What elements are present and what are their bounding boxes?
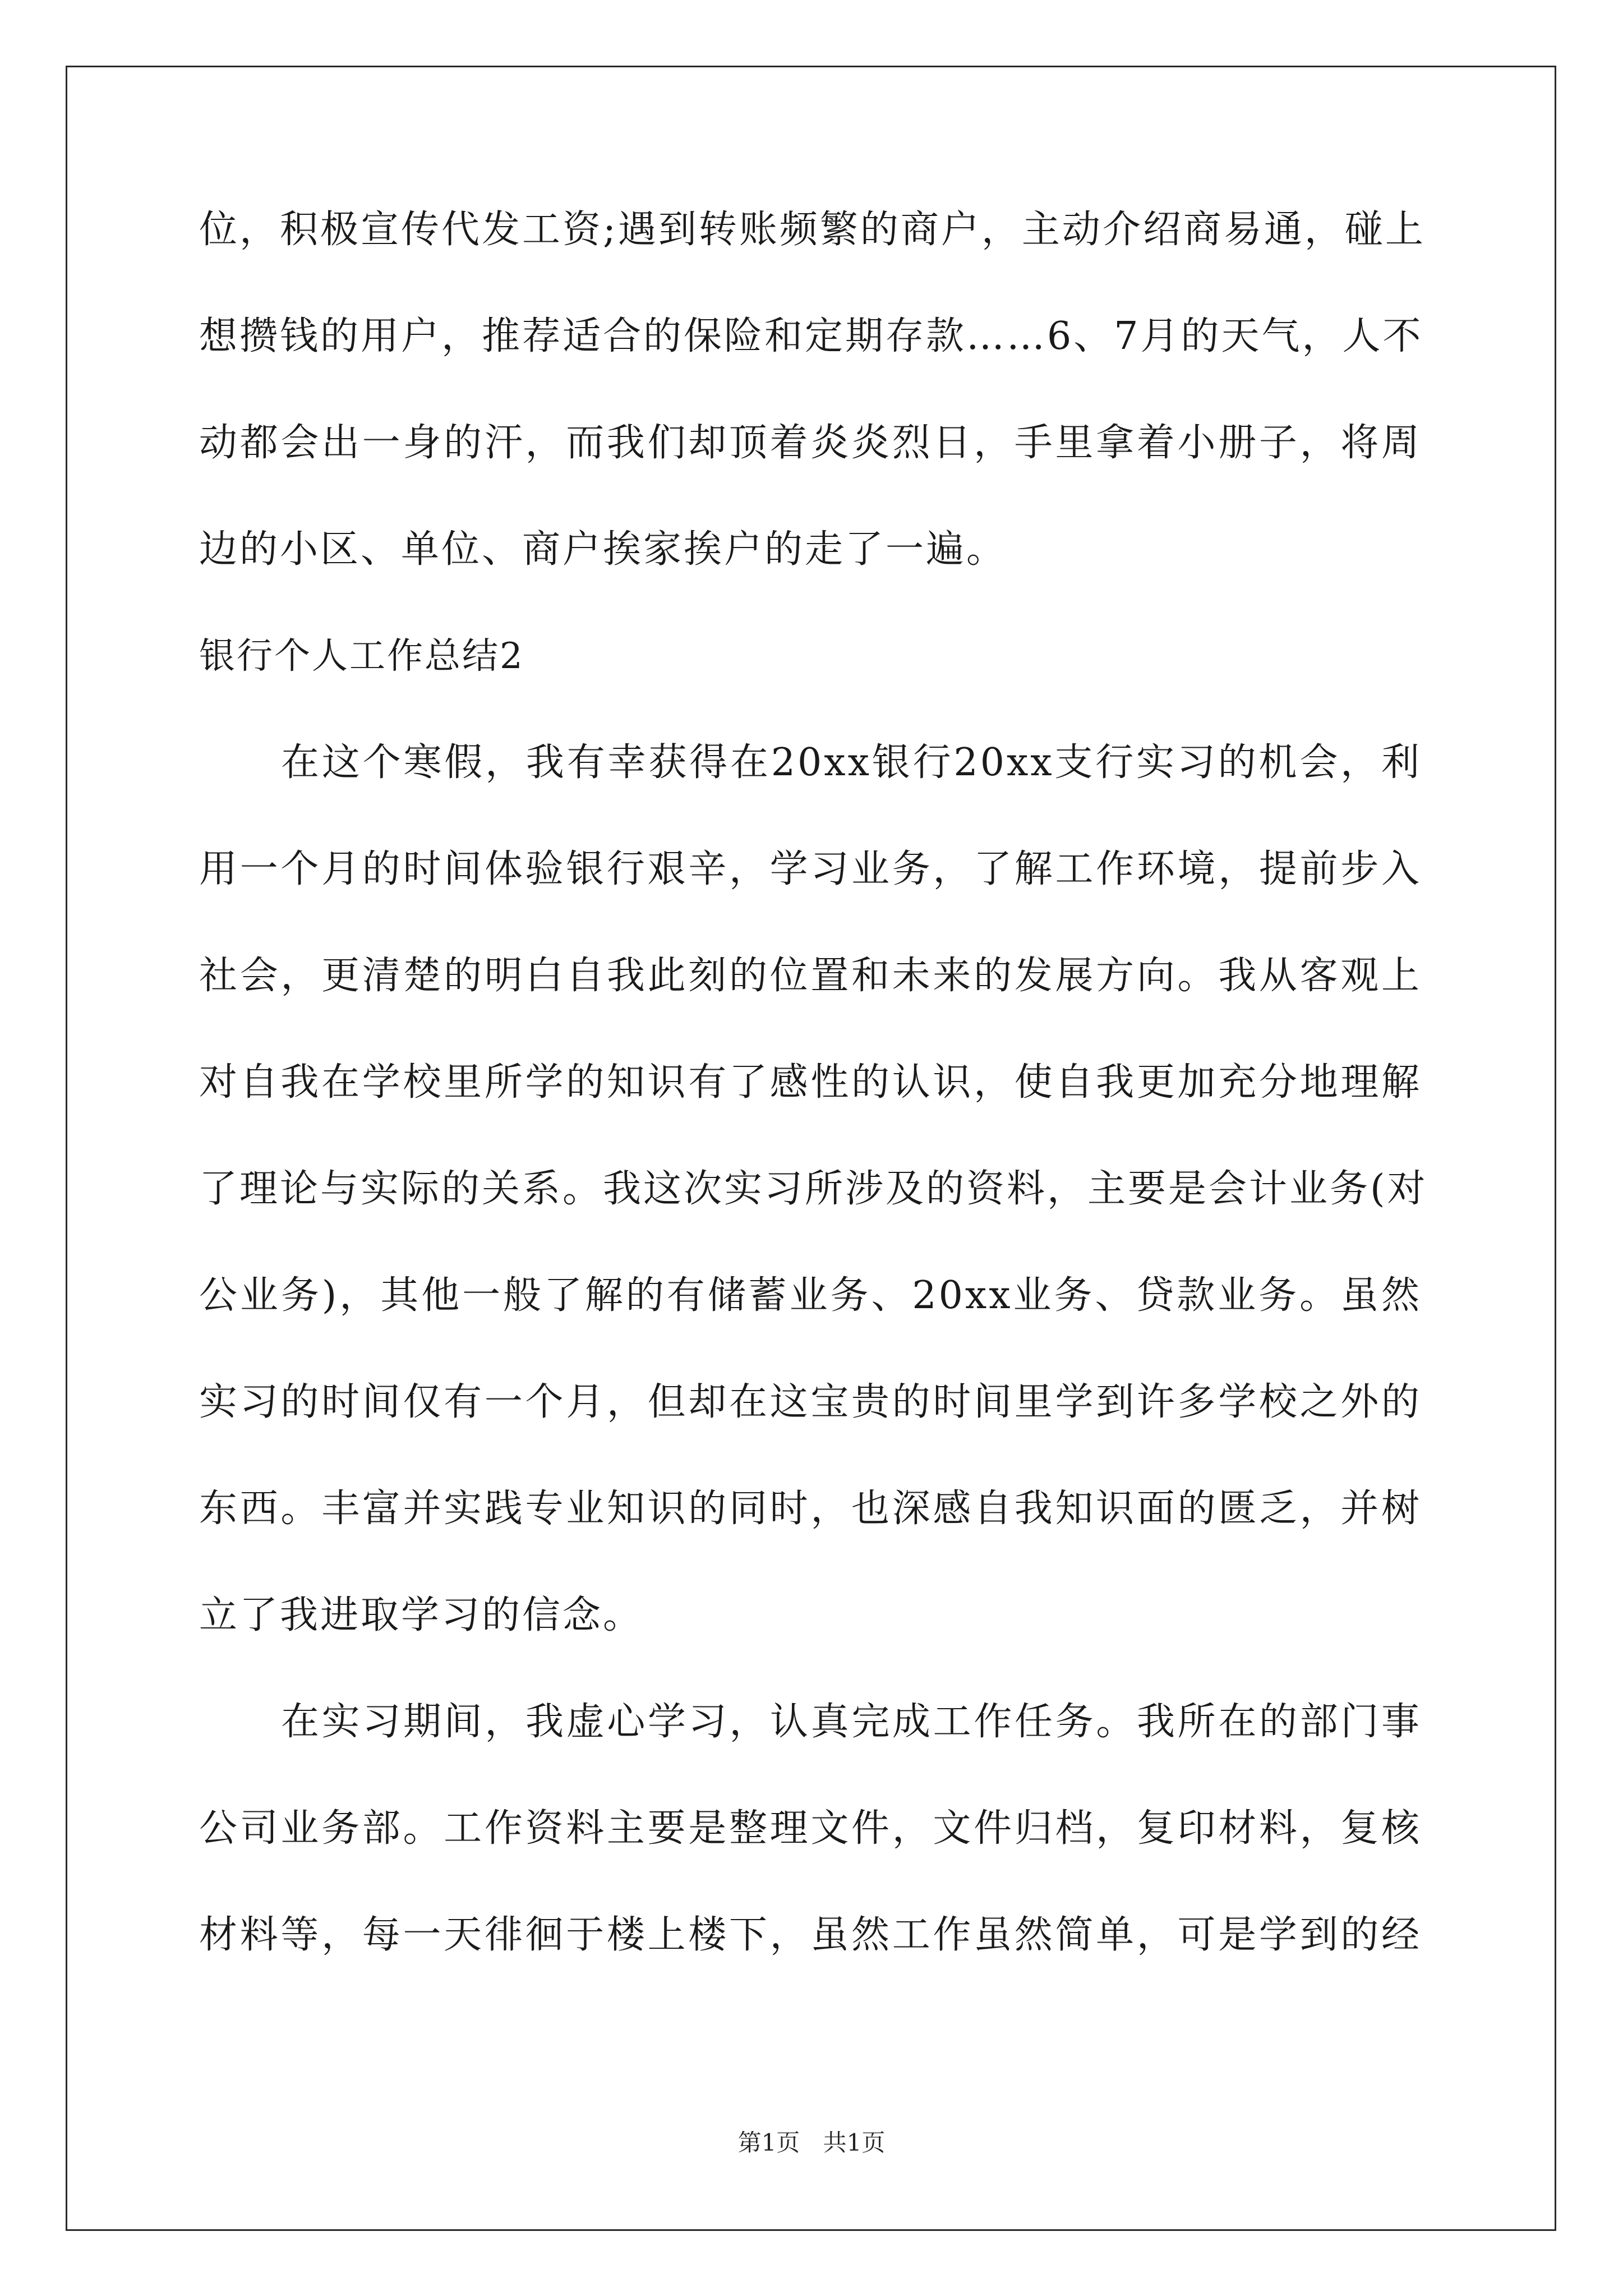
- text-line: 了理论与实际的关系。我这次实习所涉及的资料，主要是会计业务(对: [199, 1167, 1428, 1211]
- text-line: 边的小区、单位、商户挨家挨户的走了一遍。: [199, 527, 1007, 572]
- page-footer: [0, 2126, 1623, 2160]
- text-line: 东西。丰富并实践专业知识的同时，也深感自我知识面的匮乏，并树: [199, 1487, 1422, 1531]
- section-heading: 银行个人工作总结2: [199, 636, 524, 677]
- text-line: 实习的时间仅有一个月，但却在这宝贵的时间里学到许多学校之外的: [199, 1380, 1422, 1424]
- text-line: 想攒钱的用户，推荐适合的保险和定期存款……6、7月的天气，人不: [199, 314, 1423, 358]
- text-line: 对自我在学校里所学的知识有了感性的认识，使自我更加充分地理解: [199, 1060, 1422, 1105]
- page-total: 共1页: [823, 2129, 886, 2156]
- text-line: 公司业务部。工作资料主要是整理文件，文件归档，复印材料，复核: [199, 1806, 1422, 1851]
- text-line: 立了我进取学习的信念。: [199, 1593, 644, 1637]
- text-line: 社会，更清楚的明白自我此刻的位置和未来的发展方向。我从客观上: [199, 954, 1422, 998]
- page-number: 第1页: [737, 2129, 800, 2156]
- text-line: 材料等，每一天徘徊于楼上楼下，虽然工作虽然简单，可是学到的经: [199, 1913, 1422, 1957]
- paragraph-2: [199, 735, 1428, 1694]
- document-body: [199, 202, 1428, 2014]
- paragraph-3: [199, 1694, 1422, 2014]
- text-line: 用一个月的时间体验银行艰辛，学习业务，了解工作环境，提前步入: [199, 847, 1422, 891]
- paragraph-continued: [199, 202, 1426, 628]
- text-line: 动都会出一身的汗，而我们却顶着炎炎烈日，手里拿着小册子，将周: [199, 421, 1422, 465]
- text-line: 公业务)，其他一般了解的有储蓄业务、20xx业务、贷款业务。虽然: [199, 1273, 1422, 1318]
- text-line: 位，积极宣传代发工资;遇到转账频繁的商户，主动介绍商易通，碰上: [199, 208, 1426, 252]
- text-line: 在这个寒假，我有幸获得在20xx银行20xx支行实习的机会，利: [281, 740, 1422, 785]
- text-line: 在实习期间，我虚心学习，认真完成工作任务。我所在的部门事: [281, 1700, 1422, 1744]
